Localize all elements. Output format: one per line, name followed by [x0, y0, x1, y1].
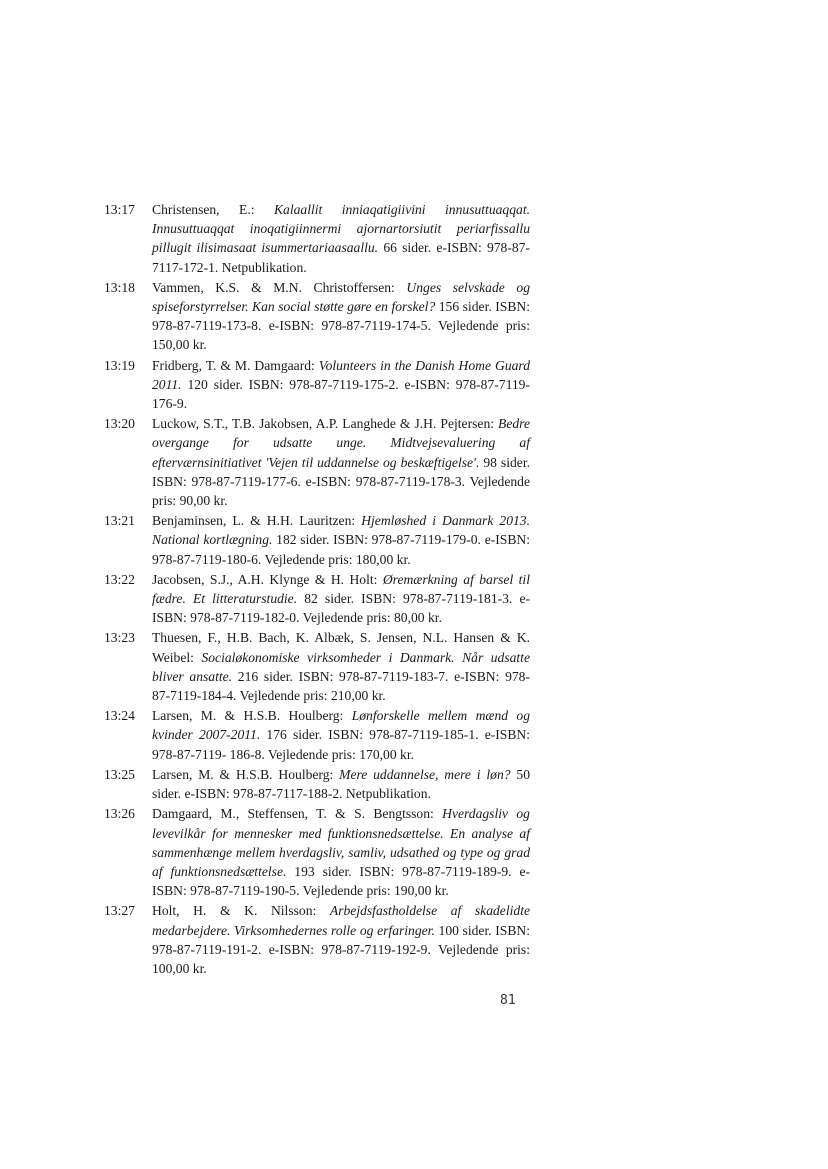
entry-text: [152, 570, 530, 628]
entry-number: 13:22: [104, 571, 135, 587]
entry-number: 13:20: [104, 416, 135, 432]
entry-details: 176 sider. ISBN: 978-87-7119-185-1. e-ISBN: 978-87-7119- 186-8. Vejledende pris: 170,00 kr.: [152, 727, 530, 762]
page-number: 81: [500, 993, 516, 1008]
entry-text: [152, 511, 530, 569]
publication-entry: [104, 706, 530, 764]
entry-authors: Damgaard, M., Steffensen, T. & S. Bengtsson:: [152, 806, 443, 822]
entry-title: Socialøkonomiske virksomheder i Danmark. Når udsatte bliver ansatte.: [152, 649, 530, 684]
entry-details: 193 sider. ISBN: 978-87-7119-189-9. e-ISBN: 978-87-7119-190-5. Vejledende pris: 190,00 kr.: [152, 863, 531, 899]
entry-title: Volunteers in the Danish Home Guard 2011.: [152, 357, 530, 392]
entry-details: 182 sider. ISBN: 978-87-7119-179-0. e-ISBN: 978-87-7119-180-6. Vejledende pris: 180,00 kr.: [152, 532, 531, 567]
entry-authors: Larsen, M. & H.S.B. Houlberg:: [152, 708, 352, 724]
entry-details: 100 sider. ISBN: 978-87-7119-191-2. e-ISBN: 978-87-7119-192-9. Vejledende pris: 100,00 kr.: [152, 922, 531, 976]
entry-details: 156 sider. ISBN: 978-87-7119-173-8. e-ISBN: 978-87-7119-174-5. Vejledende pris: 150,00 kr.: [152, 299, 530, 353]
publication-entry: [104, 278, 530, 355]
entry-number: 13:24: [104, 708, 135, 724]
entry-authors: Luckow, S.T., T.B. Jakobsen, A.P. Langhede & J.H. Pejtersen:: [152, 416, 499, 432]
entry-title: Mere uddannelse, mere i løn?: [339, 766, 511, 782]
entry-number: 13:17: [104, 202, 135, 217]
entry-title: Kalaallit inniaqatigiivini innusuttuaqqat. Innusuttuaqqat inoqatigiinnermi ajornartorsiutit periarfissallu pillugit ilisimasaat isummertariaasaallu.: [152, 202, 530, 256]
entry-authors: Vammen, K.S. & M.N. Christoffersen:: [152, 279, 407, 295]
entry-text: [152, 356, 530, 414]
entry-number: 13:25: [104, 766, 135, 782]
entry-authors: Thuesen, F., H.B. Bach, K. Albæk, S. Jensen, N.L. Hansen & K. Weibel:: [152, 630, 530, 665]
entry-text: [152, 628, 530, 705]
entry-details: 98 sider. ISBN: 978-87-7119-177-6. e-ISBN: 978-87-7119-178-3. Vejledende pris: 90,00 kr.: [152, 454, 531, 509]
entry-title: Unges selvskade og spiseforstyrrelser. Kan social støtte gøre en forskel?: [152, 279, 530, 315]
entry-number: 13:26: [104, 806, 135, 822]
entry-authors: Fridberg, T. & M. Damgaard:: [152, 357, 319, 373]
entry-text: [152, 414, 530, 510]
publication-entry: [104, 511, 530, 569]
entry-text: [152, 706, 530, 764]
entry-details: 50 sider. e-ISBN: 978-87-7117-188-2. Netpublikation.: [152, 766, 530, 802]
entry-details: 82 sider. ISBN: 978-87-7119-181-3. e-ISBN: 978-87-7119-182-0. Vejledende pris: 80,00 kr.: [152, 591, 531, 626]
entry-text: [152, 278, 530, 355]
entry-title: Lønforskelle mellem mænd og kvinder 2007-2011.: [152, 708, 531, 743]
entry-authors: Holt, H. & K. Nilsson:: [152, 903, 330, 919]
publication-entry: [104, 356, 530, 414]
publication-entry: [104, 414, 530, 510]
entry-title: Hjemløshed i Danmark 2013. National kortlægning.: [152, 513, 531, 548]
entry-number: 13:19: [104, 357, 135, 373]
entry-text: [152, 200, 530, 277]
publication-list: [104, 200, 530, 979]
entry-details: 120 sider. ISBN: 978-87-7119-175-2. e-ISBN: 978-87-7119-176-9.: [152, 376, 530, 412]
entry-title: Arbejdsfastholdelse af skadelidte medarbejdere. Virksomhedernes rolle og erfaringer.: [152, 903, 531, 938]
entry-number: 13:21: [104, 513, 135, 529]
entry-details: 66 sider. e-ISBN: 978-87-7117-172-1. Netpublikation.: [152, 240, 531, 275]
entry-number: 13:23: [104, 630, 135, 646]
entry-authors: Christensen, E.:: [152, 202, 274, 217]
entry-details: 216 sider. ISBN: 978-87-7119-183-7. e-ISBN: 978-87-7119-184-4. Vejledende pris: 210,00 kr.: [152, 668, 531, 704]
publication-entry: [104, 200, 530, 277]
publication-entry: [104, 804, 530, 900]
entry-number: 13:18: [104, 279, 135, 295]
entry-text: [152, 765, 530, 803]
entry-text: [152, 901, 530, 978]
entry-text: [152, 804, 530, 900]
publication-entry: [104, 570, 530, 628]
publication-entry: [104, 901, 530, 978]
entry-title: Øremærkning af barsel til fædre. Et litteraturstudie.: [152, 571, 530, 607]
publication-entry: [104, 765, 530, 803]
entry-title: Hverdagsliv og levevilkår for mennesker med funktionsnedsættelse. En analyse af sammenhænge mellem hverdagsliv, samliv, udsathed og type og grad af funktionsnedsættelse.: [152, 806, 530, 879]
entry-authors: Larsen, M. & H.S.B. Houlberg:: [152, 766, 340, 782]
entry-authors: Jacobsen, S.J., A.H. Klynge & H. Holt:: [152, 571, 383, 587]
entry-title: Bedre overgange for udsatte unge. Midtvejsevaluering af efterværnsinitiativet 'Vejen til uddannelse og beskæftigelse'.: [152, 416, 530, 470]
entry-number: 13:27: [104, 903, 135, 919]
entry-authors: Benjaminsen, L. & H.H. Lauritzen:: [152, 513, 362, 529]
publication-entry: [104, 628, 530, 705]
